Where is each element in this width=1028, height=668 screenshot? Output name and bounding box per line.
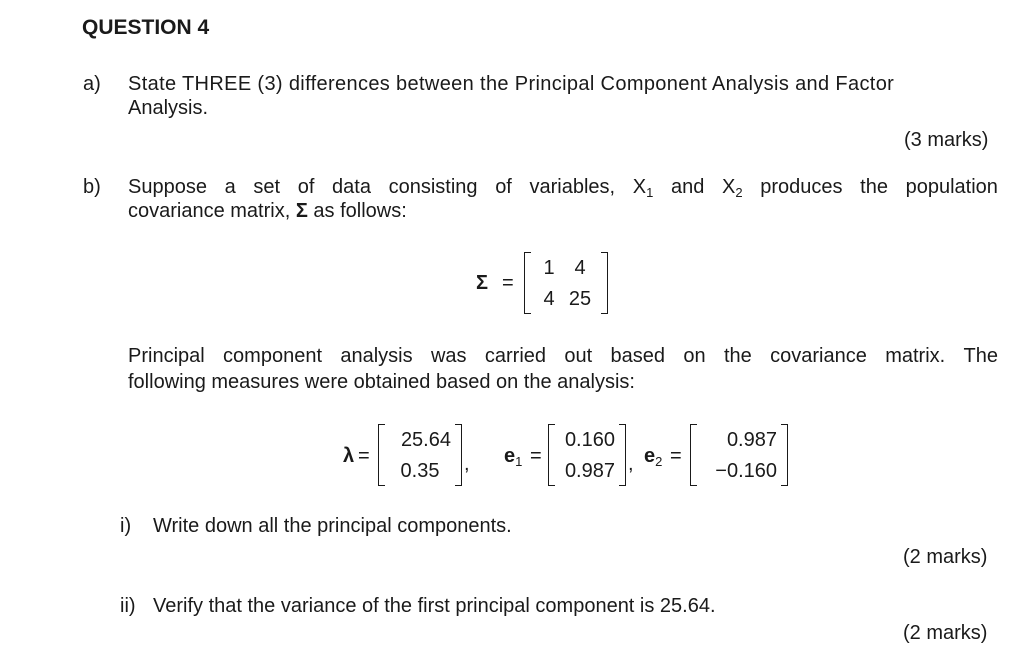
variable-x1 <box>633 175 654 205</box>
vector-cell: 0.987 <box>564 459 615 482</box>
matrix-left-bracket <box>690 424 697 486</box>
word: variables, <box>529 176 616 198</box>
word: analysis <box>340 345 413 367</box>
e1-vector-cells <box>555 424 619 486</box>
word: consisting <box>388 176 478 198</box>
e1-eq-sign: = <box>530 445 542 467</box>
word: produces <box>760 176 843 198</box>
e2-eq-sign: = <box>670 445 682 467</box>
e1-vector <box>548 424 626 486</box>
matrix-cell: 25 <box>568 287 592 310</box>
sub-i-label: i) <box>120 515 132 537</box>
word: matrix. <box>885 345 946 367</box>
word: of <box>495 176 512 198</box>
word: the <box>723 345 752 367</box>
word: set <box>253 176 281 198</box>
pca-text-line1 <box>128 344 998 368</box>
matrix-left-bracket <box>378 424 385 486</box>
vector-cell: 25.64 <box>400 428 451 451</box>
matrix-left-bracket <box>548 424 555 486</box>
question-title: QUESTION 4 <box>82 16 210 39</box>
word: carried <box>484 345 547 367</box>
matrix-cell: 4 <box>543 287 555 310</box>
x1-letter: X <box>632 176 647 198</box>
lambda-eq-sign: = <box>358 445 370 467</box>
vector-cell: 0.987 <box>726 428 777 451</box>
word: Principal <box>128 345 205 367</box>
word: was <box>430 345 467 367</box>
matrix-cell: 1 <box>543 256 555 279</box>
sigma-eq-symbol: Σ <box>476 272 489 294</box>
comma-separator: , <box>628 453 634 475</box>
sub-ii-marks: (2 marks) <box>903 622 988 644</box>
sigma-matrix-cells <box>531 252 601 314</box>
e1-vector-label <box>504 444 522 474</box>
part-a-text-line2: Analysis. <box>128 97 209 119</box>
word: on <box>683 345 706 367</box>
vector-cell: 0.160 <box>564 428 615 451</box>
matrix-right-bracket <box>619 424 626 486</box>
variable-x2 <box>722 175 743 205</box>
part-b-text-line2 <box>128 199 407 223</box>
sub-i-marks: (2 marks) <box>903 546 988 568</box>
e1-letter: e <box>504 445 516 467</box>
word: covariance <box>770 345 867 367</box>
word: The <box>963 345 998 367</box>
vector-cell: −0.160 <box>715 459 777 482</box>
lambda-vector <box>378 424 462 486</box>
x2-letter: X <box>722 176 736 198</box>
matrix-left-bracket <box>524 252 531 314</box>
text-segment: covariance matrix, <box>128 200 291 222</box>
word: the <box>860 176 888 198</box>
x1-subscript: 1 <box>646 185 654 200</box>
word: component <box>223 345 323 367</box>
e2-subscript: 2 <box>655 454 663 469</box>
sigma-symbol-inline: Σ <box>295 200 308 222</box>
e1-subscript: 1 <box>515 454 523 469</box>
sub-ii-label: ii) <box>120 595 136 617</box>
pca-text-line2: following measures were obtained based on the analysis: <box>128 371 635 393</box>
e2-vector <box>690 424 788 486</box>
comma-separator: , <box>464 453 470 475</box>
matrix-right-bracket <box>455 424 462 486</box>
e2-vector-cells <box>697 424 781 486</box>
vector-cell: 0.35 <box>400 459 440 482</box>
text-segment: as follows: <box>313 200 407 222</box>
lambda-symbol: λ <box>343 445 355 467</box>
sigma-eq-sign: = <box>502 272 514 294</box>
word: Suppose <box>128 176 207 198</box>
word: a <box>224 176 236 198</box>
sub-ii-text: Verify that the variance of the first principal component is 25.64. <box>153 595 716 617</box>
matrix-cell: 4 <box>574 256 586 279</box>
word: and <box>670 176 705 198</box>
word: out <box>564 345 593 367</box>
e2-vector-label <box>644 444 662 474</box>
matrix-right-bracket <box>781 424 788 486</box>
e2-letter: e <box>644 445 656 467</box>
word: based <box>610 345 666 367</box>
sub-i-text: Write down all the principal components. <box>153 515 512 537</box>
part-b-label: b) <box>83 176 101 198</box>
matrix-right-bracket <box>601 252 608 314</box>
x2-subscript: 2 <box>735 185 743 200</box>
part-a-label: a) <box>83 73 101 95</box>
part-a-text-line1: State THREE (3) differences between the Principal Component Analysis and Factor <box>128 73 895 95</box>
word: data <box>332 176 371 198</box>
sigma-matrix <box>524 252 608 314</box>
word: of <box>297 176 315 198</box>
part-a-marks: (3 marks) <box>904 129 989 151</box>
lambda-vector-cells <box>385 424 455 486</box>
word: population <box>905 176 998 198</box>
